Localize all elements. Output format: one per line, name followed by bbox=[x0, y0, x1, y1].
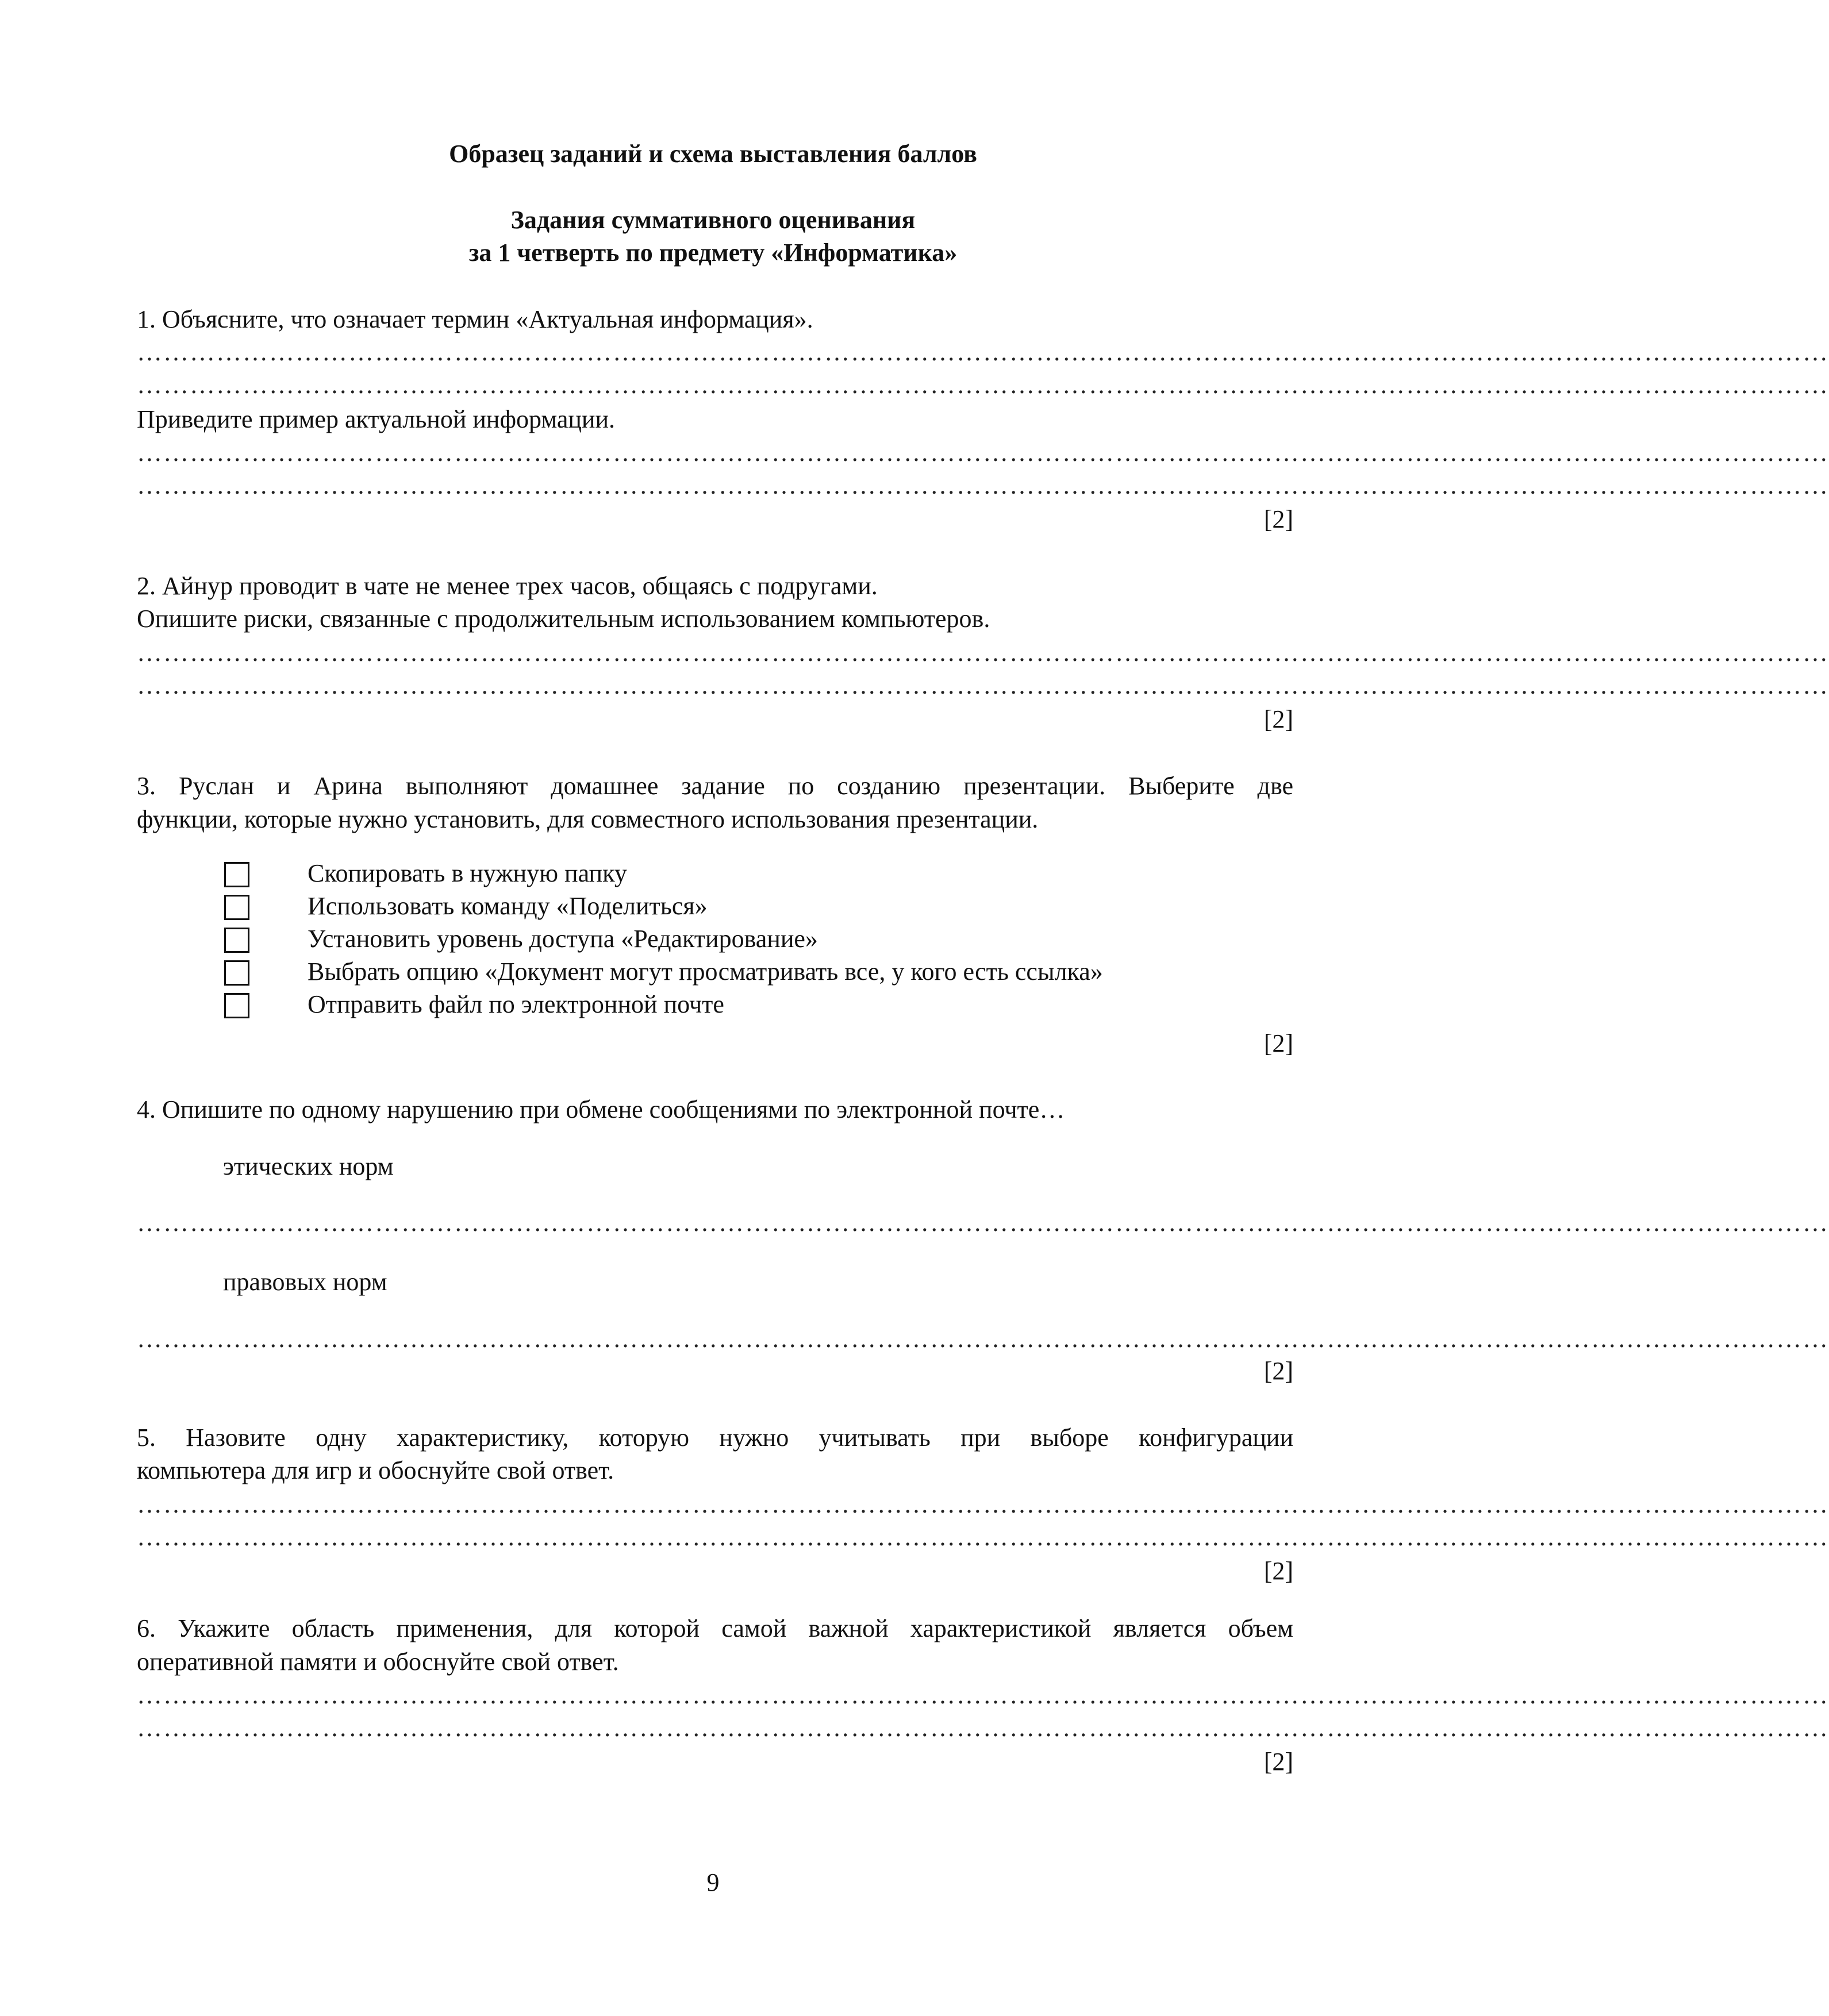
question-6-mark: [2] bbox=[1263, 1748, 1293, 1776]
question-6-line-1: 6. Укажите область применения, для которой самой важной характеристикой является объем bbox=[137, 1614, 1293, 1642]
answer-line: ………………………………………………………………………………………………………………………………………………………………………… bbox=[137, 1325, 1829, 1353]
subtitle-line-1: Задания суммативного оценивания bbox=[510, 206, 916, 234]
question-2-mark: [2] bbox=[1263, 705, 1293, 733]
answer-line: ………………………………………………………………………………………………………………………………………………………………………… bbox=[137, 1490, 1829, 1518]
subtitle-line-2: за 1 четверть по предмету «Информатика» bbox=[468, 238, 958, 267]
question-4-part-2: правовых норм bbox=[223, 1268, 387, 1296]
answer-line: ………………………………………………………………………………………………………………………………………………………………………… bbox=[137, 471, 1829, 499]
page-number: 9 bbox=[706, 1868, 720, 1896]
question-1-text: 1. Объясните, что означает термин «Актуальная информация». bbox=[137, 305, 813, 333]
answer-line: ………………………………………………………………………………………………………………………………………………………………………… bbox=[137, 438, 1829, 467]
question-2-line-1: 2. Айнур проводит в чате не менее трех часов, общаясь с подругами. bbox=[137, 572, 878, 600]
question-1-subtext: Приведите пример актуальной информации. bbox=[137, 405, 616, 433]
question-5-mark: [2] bbox=[1263, 1557, 1293, 1585]
answer-line: ………………………………………………………………………………………………………………………………………………………………………… bbox=[137, 1714, 1829, 1742]
question-5-line-1: 5. Назовите одну характеристику, которую нужно учитывать при выборе конфигурации bbox=[137, 1423, 1293, 1452]
option-checkbox-1[interactable] bbox=[224, 862, 249, 887]
question-3-line-1: 3. Руслан и Арина выполняют домашнее задание по созданию презентации. Выберите две bbox=[137, 772, 1293, 800]
option-checkbox-4[interactable] bbox=[224, 960, 249, 986]
question-3-mark: [2] bbox=[1263, 1029, 1293, 1057]
option-label-3: Установить уровень доступа «Редактирование» bbox=[308, 925, 818, 953]
question-6-line-2: оперативной памяти и обоснуйте свой ответ. bbox=[137, 1648, 619, 1676]
document-title: Образец заданий и схема выставления баллов bbox=[449, 140, 977, 168]
question-4-mark: [2] bbox=[1263, 1357, 1293, 1385]
question-4-part-1: этических норм bbox=[223, 1152, 394, 1180]
answer-line: ………………………………………………………………………………………………………………………………………………………………………… bbox=[137, 1209, 1829, 1237]
answer-line: ………………………………………………………………………………………………………………………………………………………………………… bbox=[137, 1523, 1829, 1551]
option-label-1: Скопировать в нужную папку bbox=[308, 859, 627, 887]
answer-line: ………………………………………………………………………………………………………………………………………………………………………… bbox=[137, 1681, 1829, 1709]
option-label-4: Выбрать опцию «Документ могут просматривать все, у кого есть ссылка» bbox=[308, 957, 1103, 986]
answer-line: ………………………………………………………………………………………………………………………………………………………………………… bbox=[137, 638, 1829, 667]
option-label-2: Использовать команду «Поделиться» bbox=[308, 892, 708, 920]
option-checkbox-3[interactable] bbox=[224, 928, 249, 953]
question-2-line-2: Опишите риски, связанные с продолжительным использованием компьютеров. bbox=[137, 605, 990, 633]
question-5-line-2: компьютера для игр и обоснуйте свой ответ. bbox=[137, 1456, 614, 1484]
option-checkbox-2[interactable] bbox=[224, 895, 249, 920]
answer-line: ………………………………………………………………………………………………………………………………………………………………………… bbox=[137, 671, 1829, 699]
answer-line: ………………………………………………………………………………………………………………………………………………………………………… bbox=[137, 371, 1829, 399]
option-label-5: Отправить файл по электронной почте bbox=[308, 990, 724, 1018]
question-4-text: 4. Опишите по одному нарушению при обмене сообщениями по электронной почте… bbox=[137, 1095, 1065, 1124]
question-3-line-2: функции, которые нужно установить, для совместного использования презентации. bbox=[137, 805, 1039, 833]
option-checkbox-5[interactable] bbox=[224, 993, 249, 1018]
answer-line: ………………………………………………………………………………………………………………………………………………………………………… bbox=[137, 338, 1829, 366]
question-1-mark: [2] bbox=[1263, 505, 1293, 533]
